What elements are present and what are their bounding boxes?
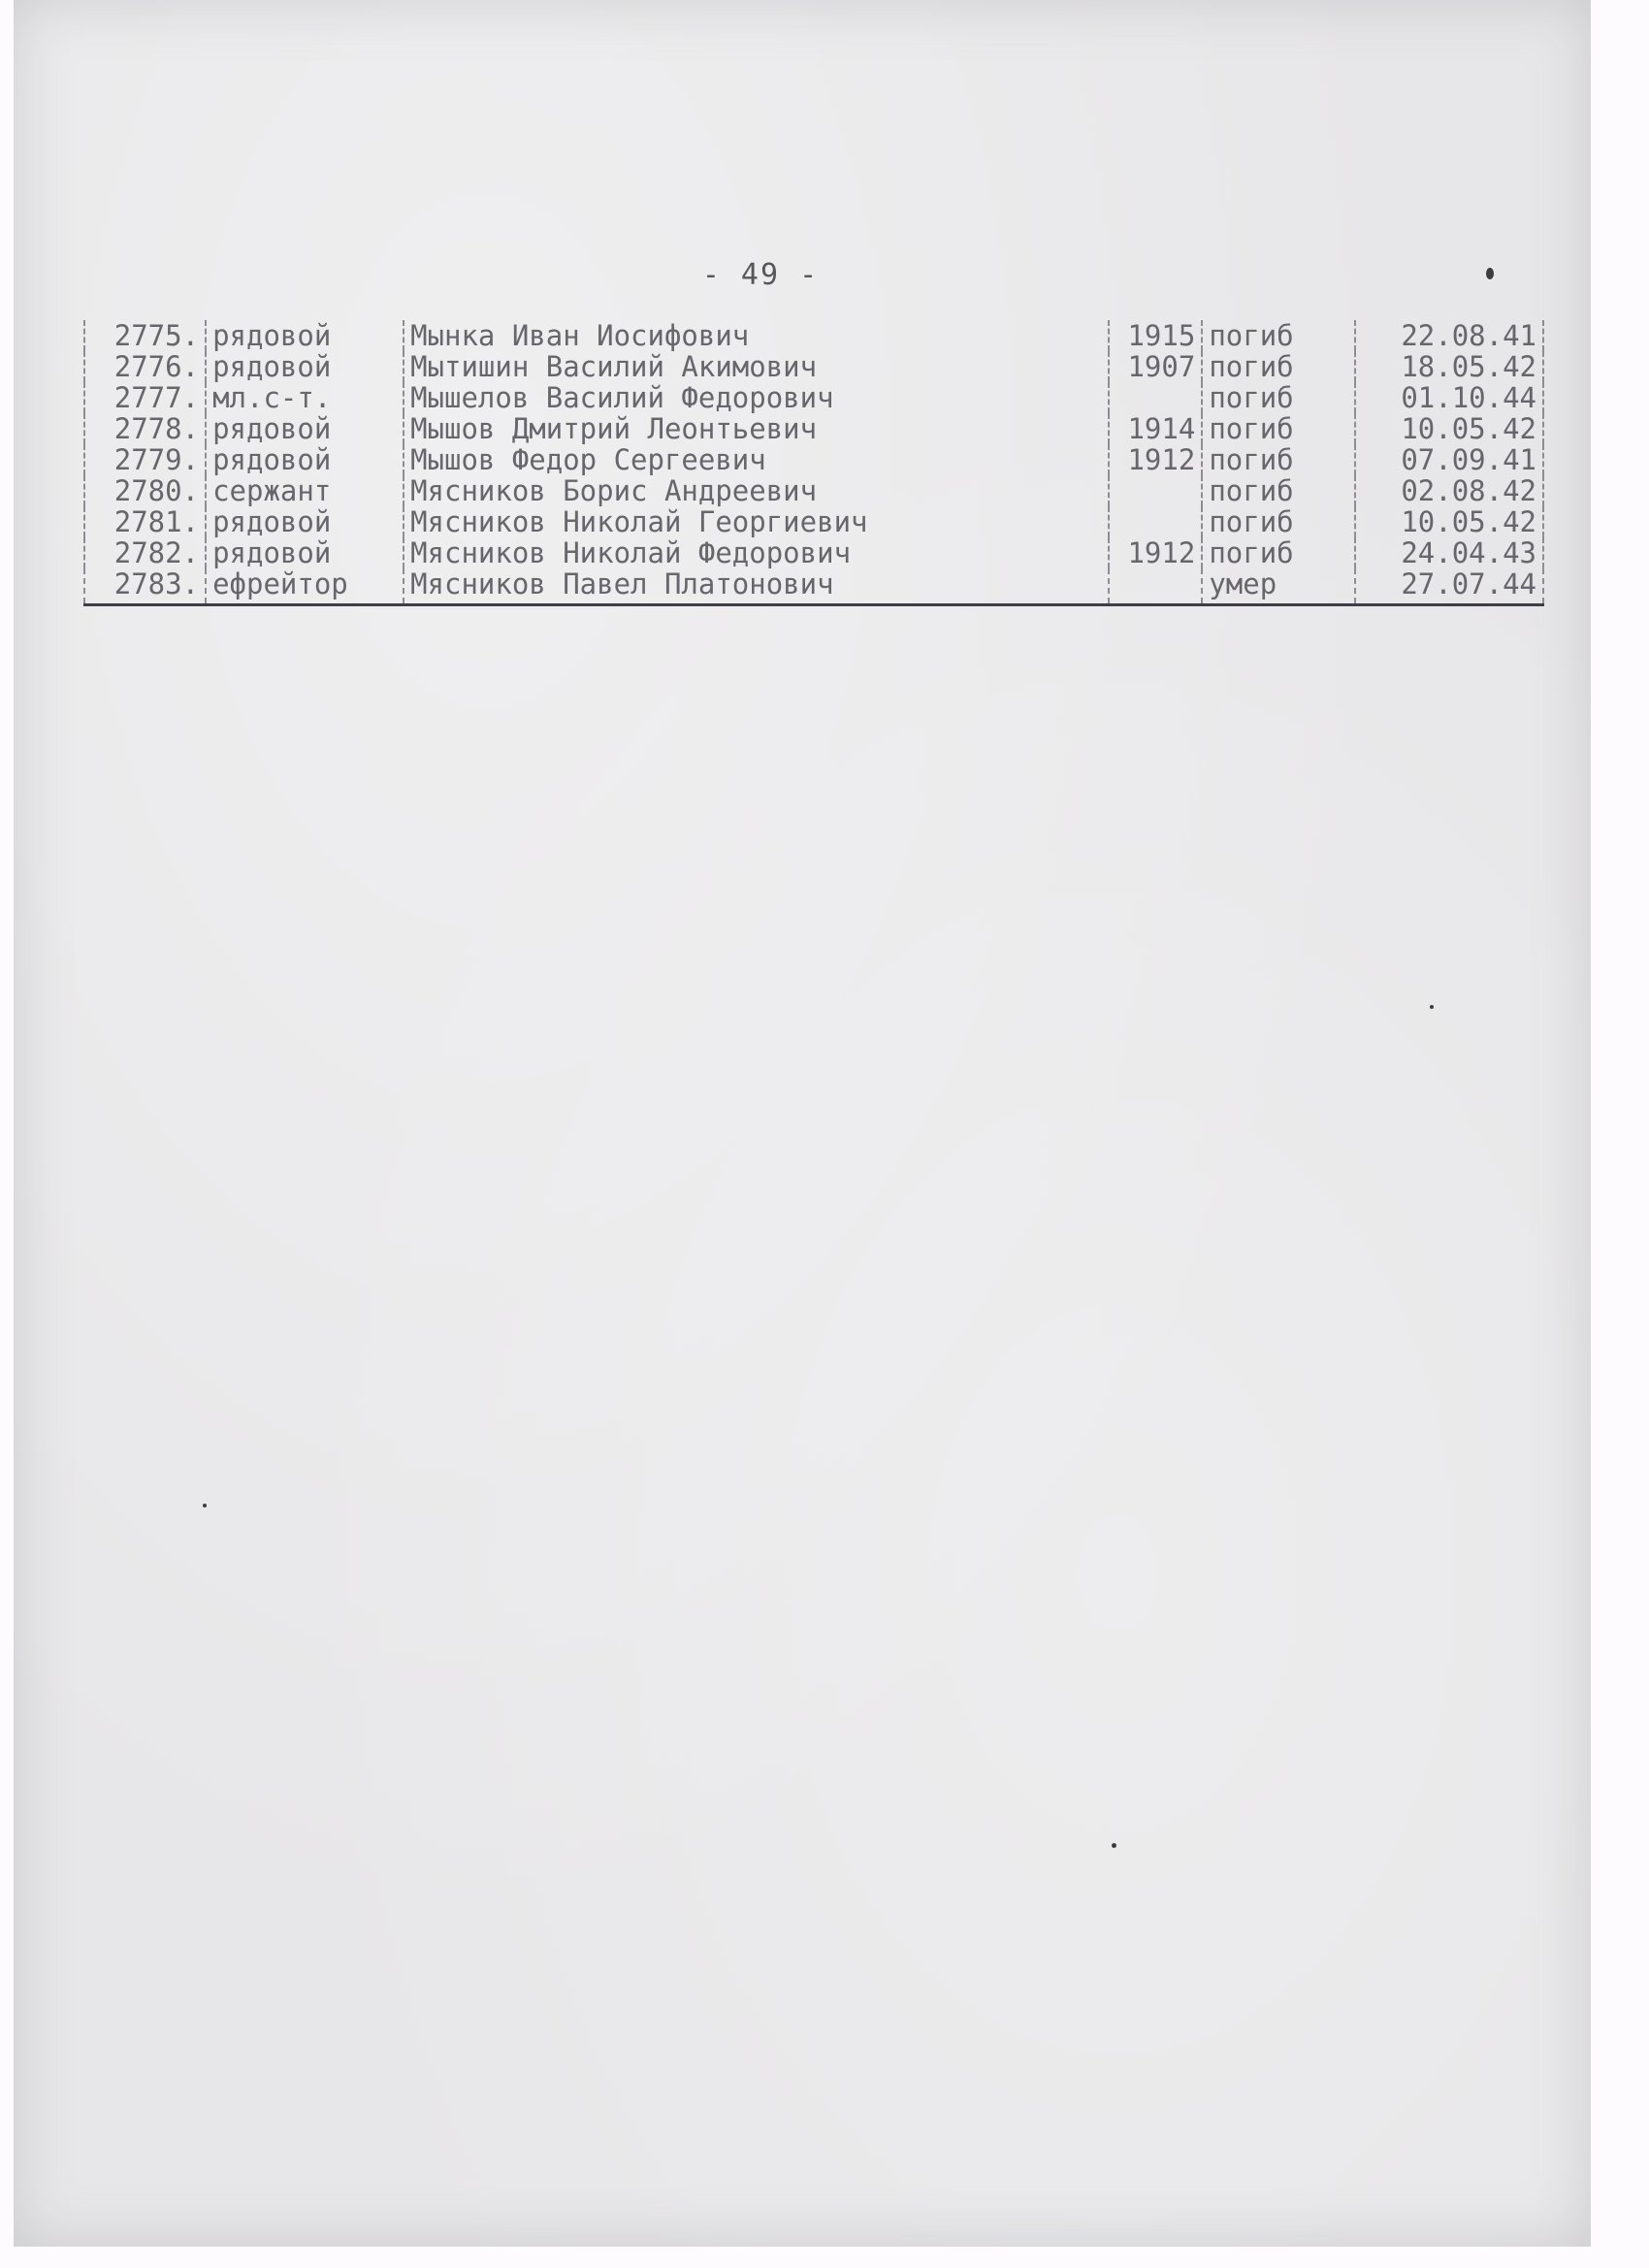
fate-status: погиб	[1202, 413, 1355, 444]
fate-date: 07.09.41	[1355, 444, 1543, 475]
fate-status: погиб	[1202, 475, 1355, 506]
table-row	[84, 475, 1543, 506]
table-row	[84, 320, 1543, 351]
record-number: 2778.	[84, 413, 206, 444]
record-number: 2780.	[84, 475, 206, 506]
full-name: Мышелов Василий Федорович	[404, 382, 1109, 413]
fate-status: погиб	[1202, 382, 1355, 413]
military-rank: рядовой	[206, 537, 404, 568]
table-row	[84, 351, 1543, 382]
birth-year	[1109, 382, 1202, 413]
fate-status: умер	[1202, 568, 1355, 605]
ink-speck	[1486, 268, 1494, 279]
full-name: Мясников Николай Георгиевич	[404, 506, 1109, 537]
birth-year: 1912	[1109, 444, 1202, 475]
fate-status: погиб	[1202, 320, 1355, 351]
military-rank: мл.с-т.	[206, 382, 404, 413]
table-row	[84, 537, 1543, 568]
record-number: 2775.	[84, 320, 206, 351]
fate-date: 18.05.42	[1355, 351, 1543, 382]
full-name: Мясников Павел Платонович	[404, 568, 1109, 605]
roster-table	[83, 320, 1544, 606]
record-number: 2781.	[84, 506, 206, 537]
full-name: Мышов Федор Сергеевич	[404, 444, 1109, 475]
birth-year	[1109, 475, 1202, 506]
scanned-page	[14, 0, 1591, 2247]
military-rank: рядовой	[206, 444, 404, 475]
fate-status: погиб	[1202, 444, 1355, 475]
military-rank: рядовой	[206, 413, 404, 444]
table-row	[84, 506, 1543, 537]
fate-date: 22.08.41	[1355, 320, 1543, 351]
fate-date: 01.10.44	[1355, 382, 1543, 413]
fate-date: 27.07.44	[1355, 568, 1543, 605]
military-rank: рядовой	[206, 320, 404, 351]
full-name: Мынка Иван Иосифович	[404, 320, 1109, 351]
full-name: Мясников Николай Федорович	[404, 537, 1109, 568]
record-number: 2777.	[84, 382, 206, 413]
ink-speck	[1112, 1843, 1116, 1848]
military-rank: ефрейтор	[206, 568, 404, 605]
ink-speck	[1430, 1005, 1434, 1009]
fate-status: погиб	[1202, 351, 1355, 382]
fate-date: 24.04.43	[1355, 537, 1543, 568]
ink-speck	[203, 1504, 207, 1507]
full-name: Мытишин Василий Акимович	[404, 351, 1109, 382]
fate-status: погиб	[1202, 506, 1355, 537]
birth-year: 1914	[1109, 413, 1202, 444]
fate-date: 10.05.42	[1355, 506, 1543, 537]
birth-year	[1109, 506, 1202, 537]
birth-year	[1109, 568, 1202, 605]
birth-year: 1915	[1109, 320, 1202, 351]
full-name: Мясников Борис Андреевич	[404, 475, 1109, 506]
record-number: 2782.	[84, 537, 206, 568]
table-row	[84, 568, 1543, 605]
fate-status: погиб	[1202, 537, 1355, 568]
military-rank: сержант	[206, 475, 404, 506]
table-row	[84, 413, 1543, 444]
page-number: - 49 -	[701, 258, 820, 292]
fate-date: 02.08.42	[1355, 475, 1543, 506]
birth-year: 1912	[1109, 537, 1202, 568]
table-row	[84, 444, 1543, 475]
record-number: 2779.	[84, 444, 206, 475]
full-name: Мышов Дмитрий Леонтьевич	[404, 413, 1109, 444]
table-row	[84, 382, 1543, 413]
fate-date: 10.05.42	[1355, 413, 1543, 444]
record-number: 2783.	[84, 568, 206, 605]
record-number: 2776.	[84, 351, 206, 382]
birth-year: 1907	[1109, 351, 1202, 382]
military-rank: рядовой	[206, 506, 404, 537]
military-rank: рядовой	[206, 351, 404, 382]
